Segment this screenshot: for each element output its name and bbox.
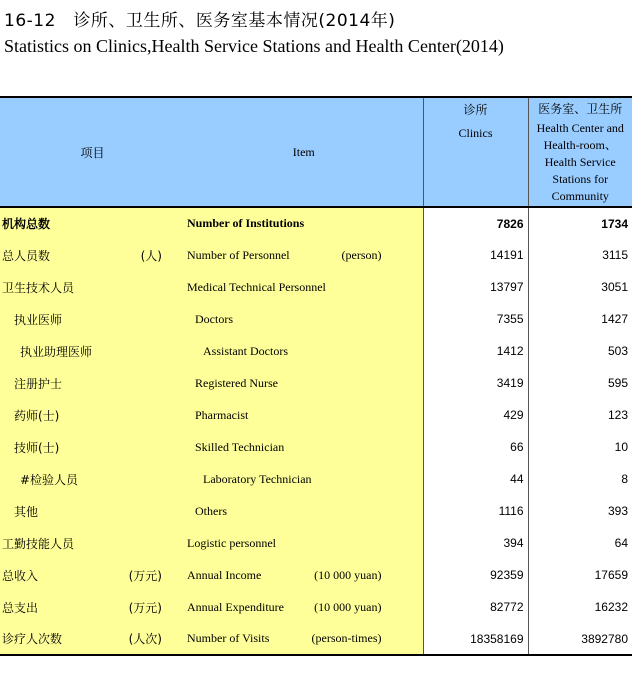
cell-clinics: 1412 bbox=[423, 335, 528, 367]
row-label-chinese: 注册护士 bbox=[0, 367, 185, 399]
row-label-english: Annual Income (10 000 yuan) bbox=[185, 559, 423, 591]
cell-health-centers: 595 bbox=[528, 367, 632, 399]
row-unit-chinese: (人) bbox=[140, 248, 162, 263]
cell-clinics: 3419 bbox=[423, 367, 528, 399]
row-label-english: Skilled Technician bbox=[185, 431, 423, 463]
row-label-chinese: 技师(士) bbox=[0, 431, 185, 463]
row-label-chinese: 其他 bbox=[0, 495, 185, 527]
table-row bbox=[0, 623, 632, 655]
table-row bbox=[0, 303, 632, 335]
cell-health-centers: 123 bbox=[528, 399, 632, 431]
row-label-english: Pharmacist bbox=[185, 399, 423, 431]
header-clinics bbox=[423, 97, 528, 207]
header-clinics-english: Clinics bbox=[458, 126, 493, 140]
cell-clinics: 1116 bbox=[423, 495, 528, 527]
row-label-english: Laboratory Technician bbox=[185, 463, 423, 495]
table-body bbox=[0, 207, 632, 655]
cell-health-centers: 3051 bbox=[528, 271, 632, 303]
table-row bbox=[0, 335, 632, 367]
table-row bbox=[0, 527, 632, 559]
row-label-chinese: #检验人员 bbox=[0, 463, 185, 495]
row-label-english: Number of Institutions bbox=[185, 207, 423, 239]
table-row bbox=[0, 463, 632, 495]
row-label-english: Number of Personnel (person) bbox=[185, 239, 423, 271]
cell-clinics: 44 bbox=[423, 463, 528, 495]
row-label-chinese: 机构总数 bbox=[0, 207, 185, 239]
header-clinics-chinese: 诊所 bbox=[463, 103, 488, 117]
row-label-english: Logistic personnel bbox=[185, 527, 423, 559]
cell-health-centers: 3892780 bbox=[528, 623, 632, 655]
table-row bbox=[0, 559, 632, 591]
cell-health-centers: 8 bbox=[528, 463, 632, 495]
row-label-chinese: 总人员数 (人) bbox=[0, 239, 185, 271]
cell-clinics: 14191 bbox=[423, 239, 528, 271]
row-label-chinese: 药师(士) bbox=[0, 399, 185, 431]
table-title-english: Statistics on Clinics,Health Service Stations and Health Center(2014) bbox=[4, 36, 504, 56]
header-item-chinese: 项目 bbox=[0, 97, 185, 207]
cell-health-centers: 1427 bbox=[528, 303, 632, 335]
header-centers-chinese: 医务室、卫生所 bbox=[538, 102, 623, 116]
cell-health-centers: 503 bbox=[528, 335, 632, 367]
row-label-english: Number of Visits (person-times) bbox=[185, 623, 423, 655]
cell-health-centers: 64 bbox=[528, 527, 632, 559]
row-label-chinese: 总支出 (万元) bbox=[0, 591, 185, 623]
cell-clinics: 18358169 bbox=[423, 623, 528, 655]
row-label-chinese: 卫生技术人员 bbox=[0, 271, 185, 303]
header-health-centers bbox=[528, 97, 632, 207]
cell-clinics: 7826 bbox=[423, 207, 528, 239]
cell-clinics: 66 bbox=[423, 431, 528, 463]
row-label-english: Medical Technical Personnel bbox=[185, 271, 423, 303]
cell-clinics: 13797 bbox=[423, 271, 528, 303]
row-unit-english: (person) bbox=[341, 247, 382, 262]
row-unit-chinese: (万元) bbox=[128, 568, 162, 583]
cell-health-centers: 10 bbox=[528, 431, 632, 463]
header-item-english: Item bbox=[185, 97, 423, 207]
cell-clinics: 429 bbox=[423, 399, 528, 431]
table-row bbox=[0, 367, 632, 399]
row-unit-english: (10 000 yuan) bbox=[314, 567, 382, 582]
table-row bbox=[0, 591, 632, 623]
cell-clinics: 394 bbox=[423, 527, 528, 559]
row-label-english: Others bbox=[185, 495, 423, 527]
cell-clinics: 92359 bbox=[423, 559, 528, 591]
cell-clinics: 7355 bbox=[423, 303, 528, 335]
row-unit-chinese: (人次) bbox=[128, 632, 162, 646]
cell-health-centers: 16232 bbox=[528, 591, 632, 623]
row-label-chinese: 执业助理医师 bbox=[0, 335, 185, 367]
cell-health-centers: 3115 bbox=[528, 239, 632, 271]
row-unit-chinese: (万元) bbox=[128, 600, 162, 615]
cell-health-centers: 1734 bbox=[528, 207, 632, 239]
statistics-table bbox=[0, 96, 632, 656]
table-row bbox=[0, 399, 632, 431]
table-header bbox=[0, 97, 632, 207]
table-row bbox=[0, 431, 632, 463]
table-row bbox=[0, 207, 632, 239]
table-row bbox=[0, 239, 632, 271]
row-label-english: Annual Expenditure (10 000 yuan) bbox=[185, 591, 423, 623]
row-label-english: Registered Nurse bbox=[185, 367, 423, 399]
header-centers-english: Health Center and Health-room、 Health Service Stations for Community bbox=[536, 121, 624, 203]
row-label-chinese: 总收入 (万元) bbox=[0, 559, 185, 591]
table-row bbox=[0, 271, 632, 303]
cell-clinics: 82772 bbox=[423, 591, 528, 623]
row-label-english: Assistant Doctors bbox=[185, 335, 423, 367]
table-title-chinese: 16-12 诊所、卫生所、医务室基本情况(2014年) bbox=[4, 11, 396, 31]
cell-health-centers: 393 bbox=[528, 495, 632, 527]
table-row bbox=[0, 495, 632, 527]
row-label-english: Doctors bbox=[185, 303, 423, 335]
row-label-chinese: 执业医师 bbox=[0, 303, 185, 335]
cell-health-centers: 17659 bbox=[528, 559, 632, 591]
row-label-chinese: 工勤技能人员 bbox=[0, 527, 185, 559]
row-unit-english: (10 000 yuan) bbox=[314, 599, 382, 614]
row-label-chinese: 诊疗人次数 (人次) bbox=[0, 623, 185, 655]
row-unit-english: (person-times) bbox=[311, 631, 382, 645]
